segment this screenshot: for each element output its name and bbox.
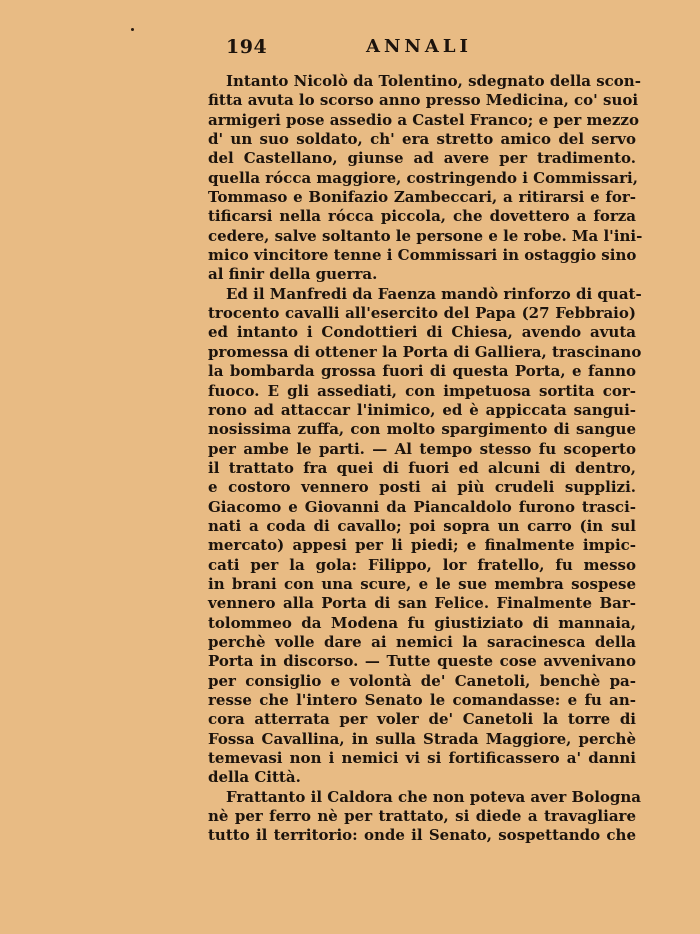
text-line: Frattanto il Caldora che non poteva aver Bologna [226, 787, 642, 806]
page-number: 194 [226, 36, 268, 58]
ink-speck [131, 28, 134, 31]
text-line: perchè volle dare ai nemici la saracinesca della [208, 632, 636, 651]
body-text [208, 72, 643, 846]
text-line: cedere, salve soltanto le persone e le robe. Ma l'ini- [208, 226, 643, 245]
text-line: Tommaso e Bonifazio Zambeccari, a ritirarsi e for- [208, 188, 636, 207]
text-line: tolommeo da Modena fu giustiziato di mannaia, [208, 613, 636, 632]
text-line: in brani con una scure, e le sue membra sospese [208, 574, 636, 593]
text-line: temevasi non i nemici vi si fortificassero a' danni [208, 749, 636, 768]
text-line: vennero alla Porta di san Felice. Finalmente Bar- [208, 594, 636, 613]
text-line: tificarsi nella rócca piccola, che dovettero a forza [208, 207, 636, 226]
text-line: per ambe le parti. — Al tempo stesso fu scoperto [208, 439, 636, 458]
text-line: cati per la gola: Filippo, lor fratello, fu messo [208, 555, 636, 574]
running-title: ANNALI [366, 36, 472, 57]
text-line: nati a coda di cavallo; poi sopra un carro (in sul [208, 516, 636, 535]
text-line: e costoro vennero posti ai più crudeli supplizi. [208, 478, 636, 497]
text-line: Porta in discorso. — Tutte queste cose avvenivano [208, 652, 636, 671]
text-line: al finir della guerra. [208, 265, 378, 284]
text-line: promessa di ottener la Porta di Galliera, trascinano [208, 342, 642, 361]
page-header [226, 36, 636, 60]
text-line: nè per ferro nè per trattato, si diede a travagliare [208, 807, 636, 826]
text-line: armigeri pose assedio a Castel Franco; e per mezzo [208, 110, 639, 129]
text-line: per consiglio e volontà de' Canetoli, benchè pa- [208, 671, 636, 690]
text-line: rono ad attaccar l'inimico, ed è appiccata sangui- [208, 400, 636, 419]
text-line: tutto il territorio: onde il Senato, sospettando che [208, 826, 636, 845]
text-line: quella rócca maggiore, costringendo i Commissari, [208, 168, 638, 187]
text-line: della Città. [208, 768, 301, 787]
text-line: Giacomo e Giovanni da Piancaldolo furono trasci- [208, 497, 636, 516]
text-line: ed intanto i Condottieri di Chiesa, avendo avuta [208, 323, 636, 342]
text-line: Fossa Cavallina, in sulla Strada Maggiore, perchè [208, 729, 636, 748]
text-line: Intanto Nicolò da Tolentino, sdegnato della scon- [226, 72, 641, 90]
text-line: resse che l'intero Senato le comandasse: e fu an- [208, 691, 636, 709]
text-line: trocento cavalli all'esercito del Papa (27 Febbraio) [208, 304, 636, 323]
text-line: fitta avuta lo scorso anno presso Medicina, co' suoi [208, 91, 639, 110]
text-line: d' un suo soldato, ch' era stretto amico del servo [208, 130, 636, 149]
text-line: Ed il Manfredi da Faenza mandò rinforzo di quat- [226, 284, 642, 303]
text-line: cora atterrata per voler de' Canetoli la torre di [208, 710, 636, 729]
text-line: mico vincitore tenne i Commissari in ostaggio sino [208, 246, 637, 265]
text-line: del Castellano, giunse ad avere per tradimento. [208, 149, 636, 168]
text-line: il trattato fra quei di fuori ed alcuni di dentro, [208, 458, 636, 477]
text-line: nosissima zuffa, con molto spargimento di sangue [208, 420, 636, 439]
text-line: fuoco. E gli assediati, con impetuosa sortita cor- [208, 381, 636, 400]
text-line: mercato) appesi per li piedi; e finalmente impic- [208, 536, 636, 555]
text-line: la bombarda grossa fuori di questa Porta, e fanno [208, 362, 636, 381]
